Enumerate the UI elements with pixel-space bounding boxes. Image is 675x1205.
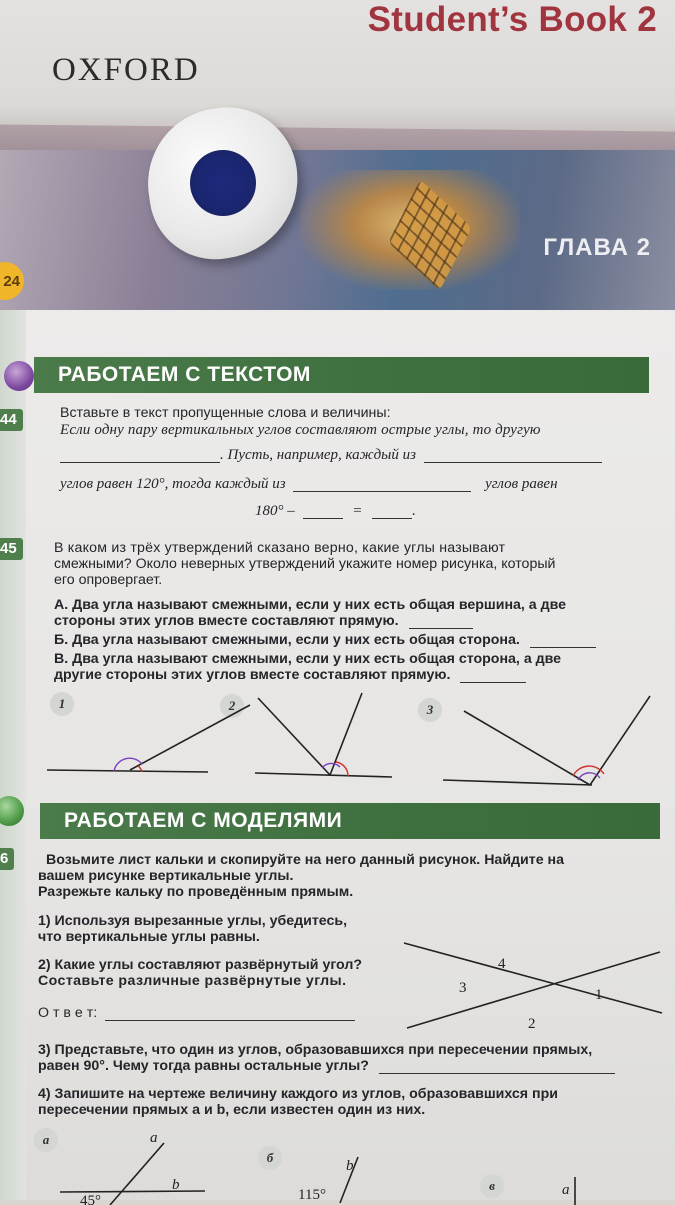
answer-blank[interactable] [409,628,473,629]
task-question-line: его опровергает. [54,572,163,588]
subtask-2: Составьте различные развёрнутые углы. [38,973,347,989]
subtask-4: 4) Запишите на чертеже величину каждого из углов, образовавшихся при [38,1086,558,1102]
answer-blank[interactable] [424,462,602,463]
task-question-line: смежными? Около неверных утверждений укажите номер рисунка, который [54,556,556,572]
angle-label: 3 [459,980,467,996]
task-text-line: углов равен 120°, тогда каждый из углов равен [60,476,558,492]
subtask-1: 1) Используя вырезанные углы, убедитесь, [38,913,348,929]
angle-value-label: 45° [80,1193,101,1205]
line-label: b [172,1177,180,1193]
subfigure-label: б [258,1146,282,1170]
statement-a: А. Два угла называют смежными, если у них есть общая вершина, а две [54,597,567,613]
statement-a: стороны этих углов вместе составляют прямую. [54,613,473,629]
task-number: 44 [0,409,23,431]
angle-label: 1 [595,987,603,1003]
answer-blank[interactable] [460,682,526,683]
task-number: 45 [0,538,23,560]
answer-blank[interactable] [530,647,596,648]
angle-value-label: 115° [298,1187,326,1203]
section-title-text: РАБОТАЕМ С ТЕКСТОМ [34,357,649,393]
task-text-line: Разрежьте кальку по проведённым прямым. [38,884,354,900]
answer-blank[interactable] [60,462,220,463]
eraser-dot [190,150,256,216]
intersecting-lines-figure [392,935,672,1045]
statement-c: другие стороны этих углов вместе составляют прямую. [54,667,526,683]
page-number: 24 [0,262,24,300]
section-bullet-icon [4,361,34,391]
chapter-label: ГЛАВА 2 [543,234,651,261]
subfigure-label: а [34,1128,58,1152]
statement-c: В. Два угла называют смежными, если у них есть общая сторона, а две [54,651,562,667]
task-number: 6 [0,848,14,870]
task-text-line: вашем рисунке вертикальные углы. [38,868,294,884]
answer-blank[interactable] [293,491,471,492]
task-text-line: Если одну пару вертикальных углов составляют острые углы, то другую [60,422,541,438]
subtask-3: равен 90°. Чему тогда равны остальные углы? [38,1058,615,1074]
angle-label: 2 [528,1016,536,1032]
line-label: a [562,1182,570,1198]
figure-label: 1 [50,692,74,716]
figure-3-angles [443,696,650,785]
task-text-line: Возьмите лист кальки и скопируйте на него данный рисунок. Найдите на [46,852,565,868]
subfigure-diagrams [0,1125,675,1205]
subtask-1: что вертикальные углы равны. [38,929,260,945]
subtask-2: 2) Какие углы составляют развёрнутый угол? [38,957,363,973]
line-label: b [346,1158,354,1174]
figure-label: 2 [220,694,244,718]
figure-label: 3 [418,698,442,722]
task-instruction: Вставьте в текст пропущенные слова и величины: [60,405,391,421]
subtask-4: пересечении прямых a и b, если известен один из них. [38,1102,426,1118]
publisher-logo: OXFORD [52,52,200,88]
answer-blank[interactable] [379,1073,615,1074]
statement-b: Б. Два угла называют смежными, если у них есть общая сторона. [54,632,596,648]
subtask-3: 3) Представьте, что один из углов, образовавшихся при пересечении прямых, [38,1042,593,1058]
angle-label: 4 [498,956,506,972]
answer-blank[interactable] [372,518,412,519]
section-title-text: РАБОТАЕМ С МОДЕЛЯМИ [40,803,660,839]
figure-diagrams [0,690,675,810]
figure-1-angles [47,705,250,772]
subfigure-label: в [480,1174,504,1198]
figure-2-angles [255,693,392,777]
book-title: Student’s Book 2 [367,0,657,39]
answer-blank[interactable] [105,1020,355,1021]
task-question-line: В каком из трёх утверждений сказано верно, какие углы называют [54,540,506,556]
line-label: a [150,1130,158,1146]
task-text-line: . Пусть, например, каждый из [60,447,602,463]
task-text-line: 180° – = . [255,503,416,519]
answer-blank[interactable] [303,518,343,519]
answer-label: О т в е т: [38,1005,355,1021]
